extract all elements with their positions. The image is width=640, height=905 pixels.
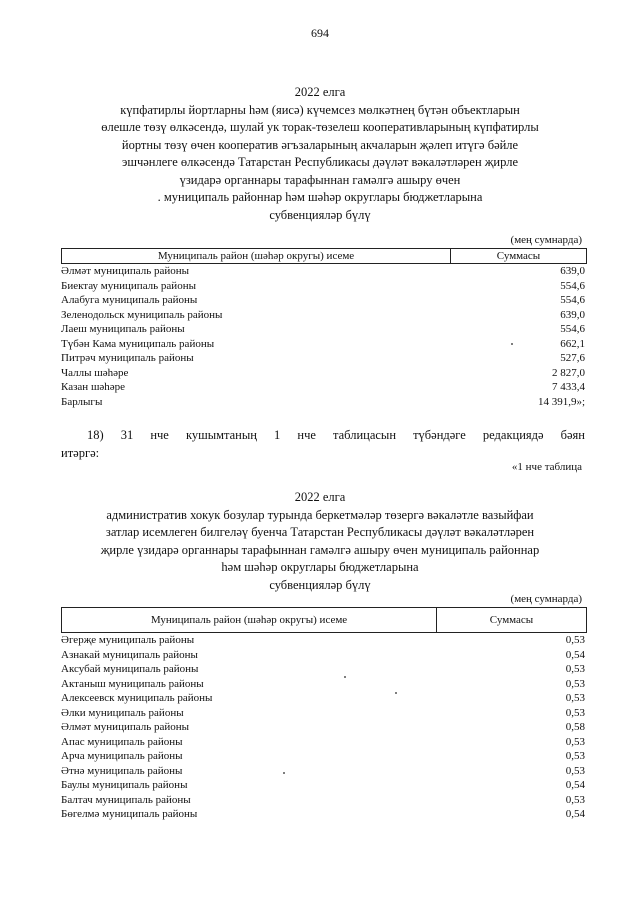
table-row bbox=[61, 293, 585, 308]
row-value: 0,53 bbox=[565, 663, 585, 675]
row-name: Балтач муниципаль районы bbox=[61, 793, 191, 806]
row-name: Барлыгы bbox=[61, 395, 103, 408]
heading-line: субвенцияләр бүлү bbox=[269, 207, 371, 222]
row-name: Арча муниципаль районы bbox=[61, 750, 183, 762]
row-value: 0,53 bbox=[565, 764, 585, 777]
table-row bbox=[61, 351, 585, 366]
page-number: 694 bbox=[311, 26, 329, 40]
row-value: 0,58 bbox=[565, 721, 585, 733]
row-value: 0,53 bbox=[565, 735, 585, 748]
table-row bbox=[61, 793, 585, 808]
table-row bbox=[61, 264, 585, 279]
section1-heading bbox=[40, 84, 600, 224]
table-row bbox=[61, 720, 585, 735]
row-name: Питрәч муниципаль районы bbox=[61, 352, 194, 364]
row-value: 14 391,9»; bbox=[537, 395, 585, 408]
table-row bbox=[61, 807, 585, 822]
heading-line: субвенцияләр бүлү bbox=[269, 577, 371, 592]
scan-speck bbox=[511, 343, 513, 345]
table-row bbox=[61, 380, 585, 395]
row-name: Биектау муниципаль районы bbox=[61, 279, 196, 292]
column-header-name: Муниципаль район (шәһәр округы) исеме bbox=[62, 608, 437, 632]
amendment-paragraph bbox=[61, 426, 585, 462]
heading-line: 2022 елга bbox=[294, 85, 346, 99]
table-row bbox=[61, 764, 585, 779]
paragraph-line: итәргә: bbox=[61, 446, 100, 460]
table-row bbox=[61, 735, 585, 750]
row-name: Лаеш муниципаль районы bbox=[61, 323, 185, 335]
row-name: Әлмәт муниципаль районы bbox=[61, 265, 190, 277]
row-name: Чаллы шәһәре bbox=[61, 366, 129, 379]
table-row bbox=[61, 677, 585, 692]
row-name: Әгерҗе муниципаль районы bbox=[61, 634, 195, 646]
table-row bbox=[61, 279, 585, 294]
column-header-sum: Суммасы bbox=[489, 614, 534, 626]
table-row bbox=[61, 648, 585, 663]
table-row bbox=[61, 706, 585, 721]
row-value: 554,6 bbox=[560, 279, 585, 292]
row-value: 0,54 bbox=[565, 779, 585, 791]
table-row bbox=[61, 308, 585, 323]
table-row bbox=[61, 366, 585, 381]
heading-line: үзидарә органнары тарафыннан гамәлгә ашыру өчен bbox=[179, 172, 461, 187]
table-row bbox=[61, 691, 585, 706]
row-value: 639,0 bbox=[560, 308, 585, 321]
row-value: 0,53 bbox=[565, 750, 585, 762]
row-name: Әлмәт муниципаль районы bbox=[61, 721, 190, 733]
units-label: (мең сумнарда) bbox=[510, 234, 582, 246]
table-row bbox=[61, 778, 585, 793]
row-name: Алексеевск муниципаль районы bbox=[61, 692, 213, 704]
row-value: 0,53 bbox=[565, 677, 585, 690]
row-value: 662,1 bbox=[560, 337, 585, 350]
heading-line: затлар исемлеген билгеләү буенча Татарстан Республикасы дәүләт вәкаләтләрен bbox=[105, 525, 535, 539]
scan-speck bbox=[283, 772, 285, 774]
row-name: Бөгелмә муниципаль районы bbox=[61, 808, 198, 820]
table-row-total bbox=[61, 395, 585, 410]
row-name: Түбән Кама муниципаль районы bbox=[61, 337, 215, 350]
row-value: 554,6 bbox=[560, 323, 585, 335]
row-value: 0,53 bbox=[565, 634, 585, 646]
row-value: 527,6 bbox=[560, 352, 585, 364]
row-value: 0,54 bbox=[565, 648, 585, 661]
scan-speck bbox=[344, 676, 346, 678]
table-row bbox=[61, 749, 585, 764]
table-row bbox=[61, 662, 585, 677]
table1-header bbox=[61, 248, 587, 264]
row-name: Апас муниципаль районы bbox=[61, 735, 183, 748]
row-value: 554,6 bbox=[560, 294, 585, 306]
row-name: Әлки муниципаль районы bbox=[61, 706, 184, 719]
row-name: Баулы муниципаль районы bbox=[61, 779, 188, 791]
table1-body bbox=[61, 264, 585, 409]
heading-line: . муниципаль районнар һәм шәһәр округлары бюджетларына bbox=[157, 190, 483, 204]
heading-line: күпфатирлы йортларны һәм (яисә) күчемсез мөлкәтнең бүтән объектларын bbox=[120, 102, 520, 117]
scan-speck bbox=[395, 692, 397, 694]
row-name: Алабуга муниципаль районы bbox=[61, 294, 198, 306]
paragraph-line: 18) 31 нче кушымтаның 1 нче таблицасын түбәндәге редакциядә бәян bbox=[87, 428, 585, 442]
row-value: 2 827,0 bbox=[552, 366, 585, 379]
heading-line: җирле үзидарә органнары тарафыннан гамәлгә ашыру өчен муниципаль районнар bbox=[100, 542, 540, 557]
heading-line: эшчәнлеге өлкәсендә Татарстан Республикасы дәүләт вәкаләтләрен җирле bbox=[121, 155, 518, 169]
heading-line: административ хокук бозулар турында беркетмәләр төзергә вәкаләтле вазыйфаи bbox=[106, 507, 534, 522]
row-name: Казан шәһәре bbox=[61, 381, 126, 393]
row-value: 0,53 bbox=[565, 793, 585, 806]
heading-line: өлешле төзү өлкәсендә, шулай ук торак-төзелеш кооперативларының күпфатирлы bbox=[101, 120, 539, 134]
row-value: 0,53 bbox=[565, 692, 585, 704]
column-header-sum: Суммасы bbox=[496, 250, 541, 262]
row-value: 7 433,4 bbox=[552, 381, 585, 393]
table2-body bbox=[61, 633, 585, 822]
section2-heading bbox=[40, 489, 600, 594]
table2-header bbox=[61, 607, 587, 633]
table-row bbox=[61, 322, 585, 337]
row-name: Зеленодольск муниципаль районы bbox=[61, 308, 223, 321]
table-row bbox=[61, 633, 585, 648]
units-label: (мең сумнарда) bbox=[510, 593, 582, 605]
heading-line: йортны төзү өчен кооператив әгъзаларының акчаларын җәлеп итүгә бәйле bbox=[121, 137, 519, 152]
row-name: Актаныш муниципаль районы bbox=[61, 677, 204, 690]
column-header-name: Муниципаль район (шәһәр округы) исеме bbox=[62, 249, 451, 263]
heading-line: 2022 елга bbox=[294, 490, 346, 504]
table-note: «1 нче таблица bbox=[511, 461, 582, 473]
row-value: 0,53 bbox=[565, 706, 585, 719]
row-name: Аксубай муниципаль районы bbox=[61, 663, 199, 675]
row-name: Әтнә муниципаль районы bbox=[61, 764, 183, 777]
heading-line: һәм шәһәр округлары бюджетларына bbox=[221, 560, 419, 574]
row-value: 0,54 bbox=[565, 808, 585, 820]
table-row bbox=[61, 337, 585, 352]
row-name: Азнакай муниципаль районы bbox=[61, 648, 198, 661]
row-value: 639,0 bbox=[560, 265, 585, 277]
